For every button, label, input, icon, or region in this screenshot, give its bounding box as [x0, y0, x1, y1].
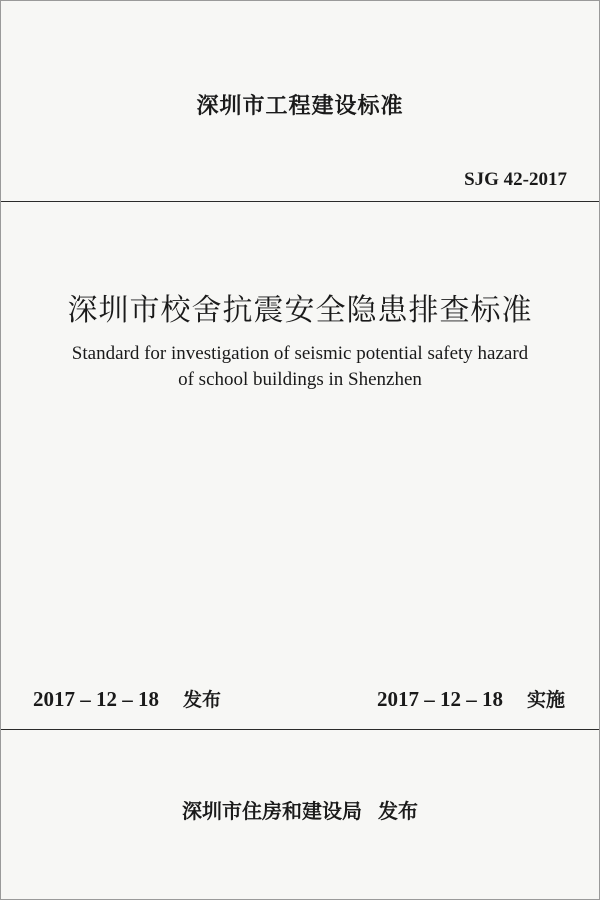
title-english-line-1: Standard for investigation of seismic potential safety hazard [71, 343, 529, 364]
top-divider [1, 201, 599, 202]
title-english-line-2: of school buildings in Shenzhen [178, 369, 422, 390]
implement-date: 2017 – 12 – 18 [376, 687, 503, 711]
publisher-block [1, 795, 599, 824]
title-english [1, 341, 599, 393]
issue-date-block [33, 685, 221, 712]
series-title: 深圳市工程建设标准 [196, 94, 404, 119]
issue-label: 发布 [183, 689, 222, 711]
issue-date: 2017 – 12 – 18 [33, 687, 159, 711]
implement-label: 实施 [526, 689, 565, 711]
bottom-divider [1, 729, 599, 730]
publisher-action: 发布 [378, 799, 418, 823]
publisher-name: 深圳市住房和建设局 [182, 799, 362, 823]
standard-code: SJG 42-2017 [464, 169, 567, 190]
title-chinese: 深圳市校舍抗震安全隐患排查标准 [67, 293, 533, 328]
implement-date-block [377, 685, 565, 712]
